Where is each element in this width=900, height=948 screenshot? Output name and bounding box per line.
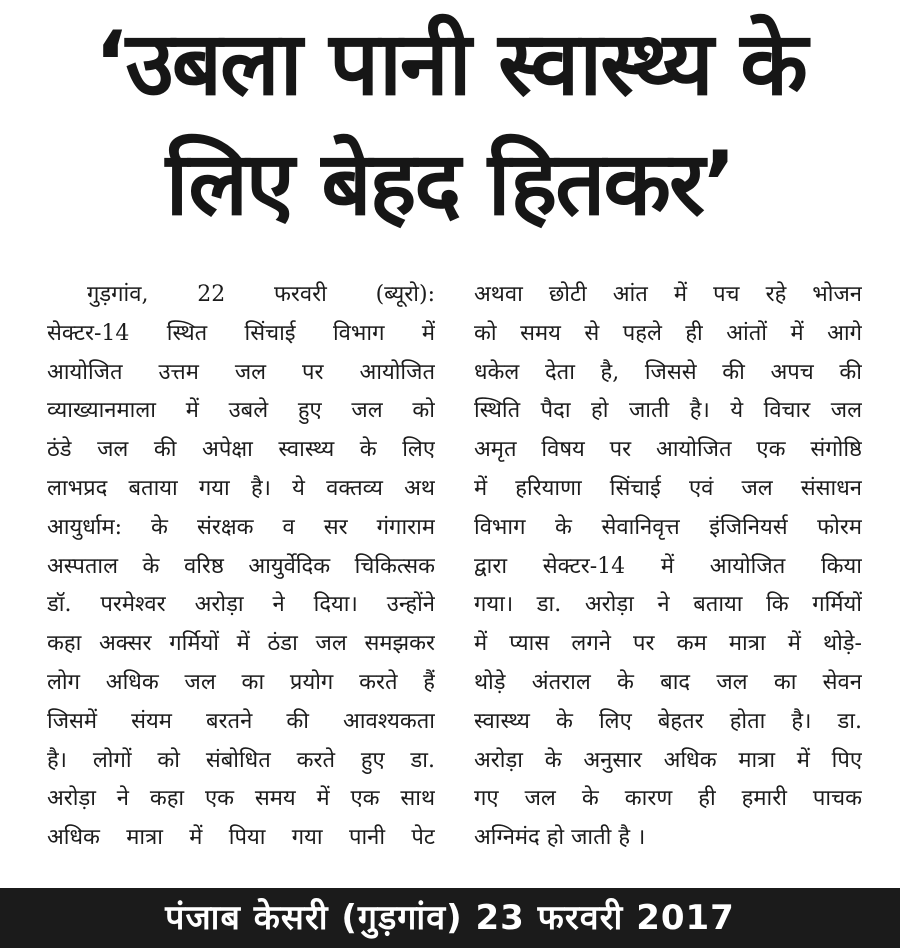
article-body [47,276,862,868]
article-line: व्याख्यानमाला में उबले हुए जल को [47,398,435,424]
article-line: लोग अधिक जल का प्रयोग करते हैं [47,669,435,695]
article-line: अरोड़ा के अनुसार अधिक मात्रा में पिए [474,747,862,773]
article-line: ठंडे जल की अपेक्षा स्वास्थ्य के लिए [47,437,435,463]
article-line: अस्पताल के वरिष्ठ आयुर्वेदिक चिकित्सक [47,553,435,579]
article-line: आयुर्धाम: के संरक्षक व सर गंगाराम [47,514,435,540]
article-line: गए जल के कारण ही हमारी पाचक [474,786,862,812]
article-line: डॉ. परमेश्वर अरोड़ा ने दिया। उन्होंने [47,592,435,618]
source-caption: पंजाब केसरी (गुड़गांव) 23 फरवरी 2017 [0,888,900,948]
article-line: में हरियाणा सिंचाई एवं जल संसाधन [474,475,862,501]
article-line: विभाग के सेवानिवृत्त इंजिनियर्स फोरम [474,514,862,540]
article-line: लाभप्रद बताया गया है। ये वक्तव्य अथ [47,475,435,501]
article-line: जिसमें संयम बरतने की आवश्यकता [47,708,435,734]
article-line: स्थिति पैदा हो जाती है। ये विचार जल [474,398,862,424]
article-line: अरोड़ा ने कहा एक समय में एक साथ [47,786,435,812]
article-line: गया। डा. अरोड़ा ने बताया कि गर्मियों [474,592,862,618]
headline-line-1: ‘उबला पानी स्वास्थ्य के [94,12,806,115]
headline [20,4,880,244]
article-column-left [47,276,435,868]
article-line: में प्यास लगने पर कम मात्रा में थोड़े- [474,631,862,657]
article-line: स्वास्थ्य के लिए बेहतर होता है। डा. [474,708,862,734]
article-line: अमृत विषय पर आयोजित एक संगोष्ठि [474,437,862,463]
headline-line-2: लिए बेहद हितकर’ [165,132,735,235]
article-line: थोड़े अंतराल के बाद जल का सेवन [474,669,862,695]
article-line: अग्निमंद हो जाती है । [474,825,646,851]
article-line: है। लोगों को संबोधित करते हुए डा. [47,747,435,773]
article-line: आयोजित उत्तम जल पर आयोजित [47,359,435,385]
article-line: को समय से पहले ही आंतों में आगे [474,320,862,346]
article-line: अथवा छोटी आंत में पच रहे भोजन [474,282,862,307]
article-line: सेक्टर-14 स्थित सिंचाई विभाग में [47,320,435,346]
article-line: कहा अक्सर गर्मियों में ठंडा जल समझकर [47,631,435,657]
article-line: धकेल देता है, जिससे की अपच की [474,359,862,385]
article-line: द्वारा सेक्टर-14 में आयोजित किया [474,553,862,579]
article-line: अधिक मात्रा में पिया गया पानी पेट [47,825,435,851]
article-line: गुड़गांव, 22 फरवरी (ब्यूरो): [87,282,435,307]
article-column-right [474,276,862,868]
